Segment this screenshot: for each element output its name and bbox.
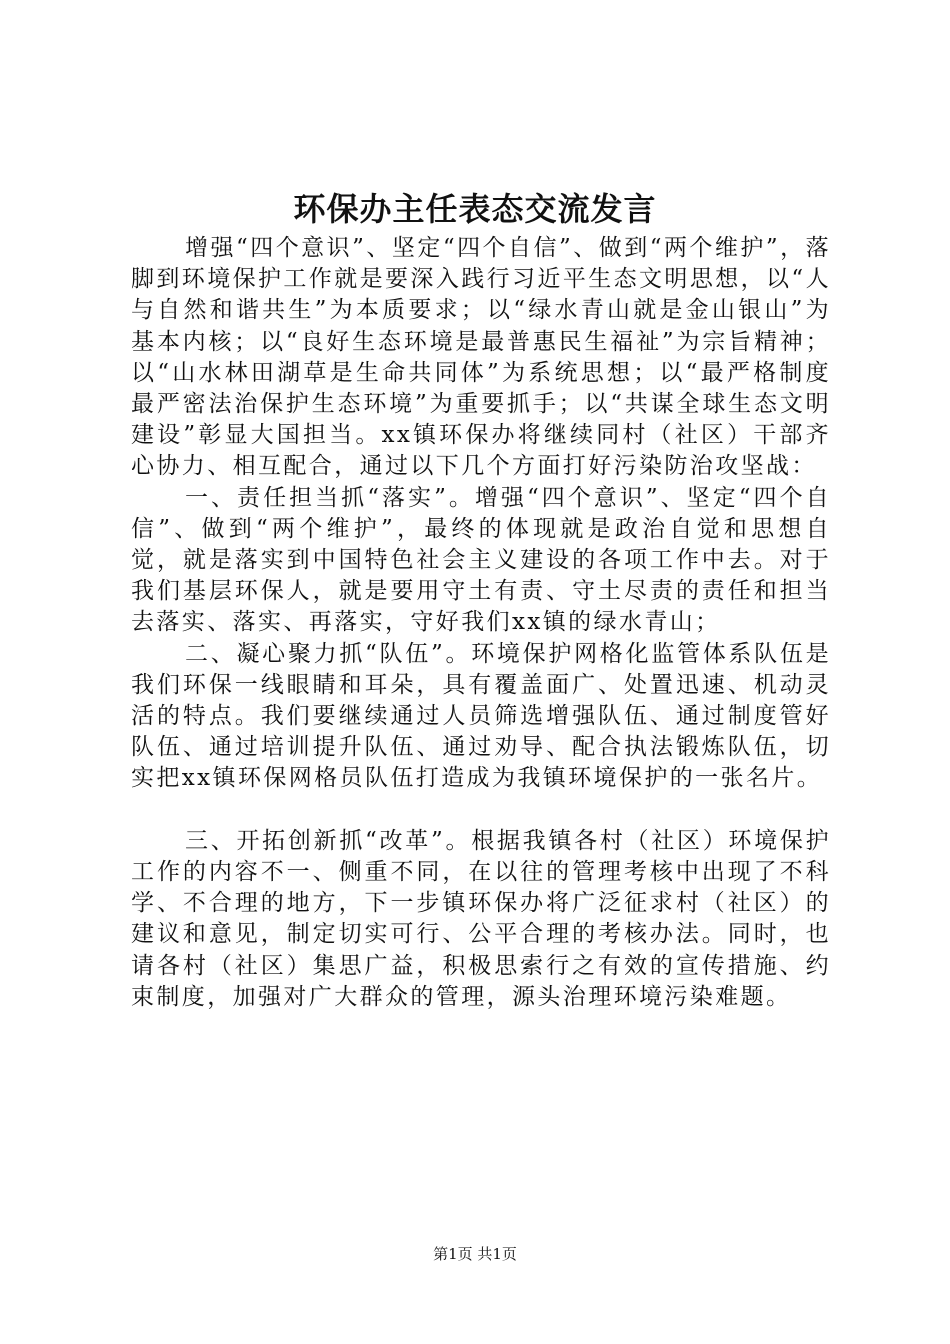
paragraph-section-3: 三、开拓创新抓“改革”。根据我镇各村（社区）环境保护工作的内容不一、侧重不同，在以往的管理考核中出现了不科学、不合理的地方，下一步镇环保办将广泛征求村（社区）的建议和意见，制定切实可行、公平合理的考核办法。同时，也请各村（社区）集思广益，积极思索行之有效的宣传措施、约束制度，加强对广大群众的管理，源头治理环境污染难题。 <box>131 827 831 1010</box>
page-number-footer: 第1页 共1页 <box>433 1245 517 1263</box>
paragraph-section-1: 一、责任担当抓“落实”。增强“四个意识”、坚定“四个自信”、做到“两个维护”，最终的体现就是政治自觉和思想自觉，就是落实到中国特色社会主义建设的各项工作中去。对于我们基层环保人，就是要用守土有责、守土尽责的责任和担当去落实、落实、再落实，守好我们xx镇的绿水青山； <box>131 484 831 636</box>
paragraph-section-2: 二、凝心聚力抓“队伍”。环境保护网格化监管体系队伍是我们环保一线眼睛和耳朵，具有覆盖面广、处置迅速、机动灵活的特点。我们要继续通过人员筛选增强队伍、通过制度管好队伍、通过培训提升队伍、通过劝导、配合执法锻炼队伍，切实把xx镇环保网格员队伍打造成为我镇环境保护的一张名片。 <box>131 640 831 792</box>
document-body <box>131 233 831 1013</box>
paragraph-gap <box>131 795 831 826</box>
document-title: 环保办主任表态交流发言 <box>293 190 657 228</box>
paragraph-intro: 增强“四个意识”、坚定“四个自信”、做到“两个维护”，落脚到环境保护工作就是要深入践行习近平生态文明思想，以“人与自然和谐共生”为本质要求；以“绿水青山就是金山银山”为基本内核；以“良好生态环境是最普惠民生福祉”为宗旨精神；以“山水林田湖草是生命共同体”为系统思想；以“最严格制度最严密法治保护生态环境”为重要抓手；以“共谋全球生态文明建设”彰显大国担当。xx镇环保办将继续同村（社区）干部齐心协力、相互配合，通过以下几个方面打好污染防治攻坚战： <box>131 235 831 480</box>
